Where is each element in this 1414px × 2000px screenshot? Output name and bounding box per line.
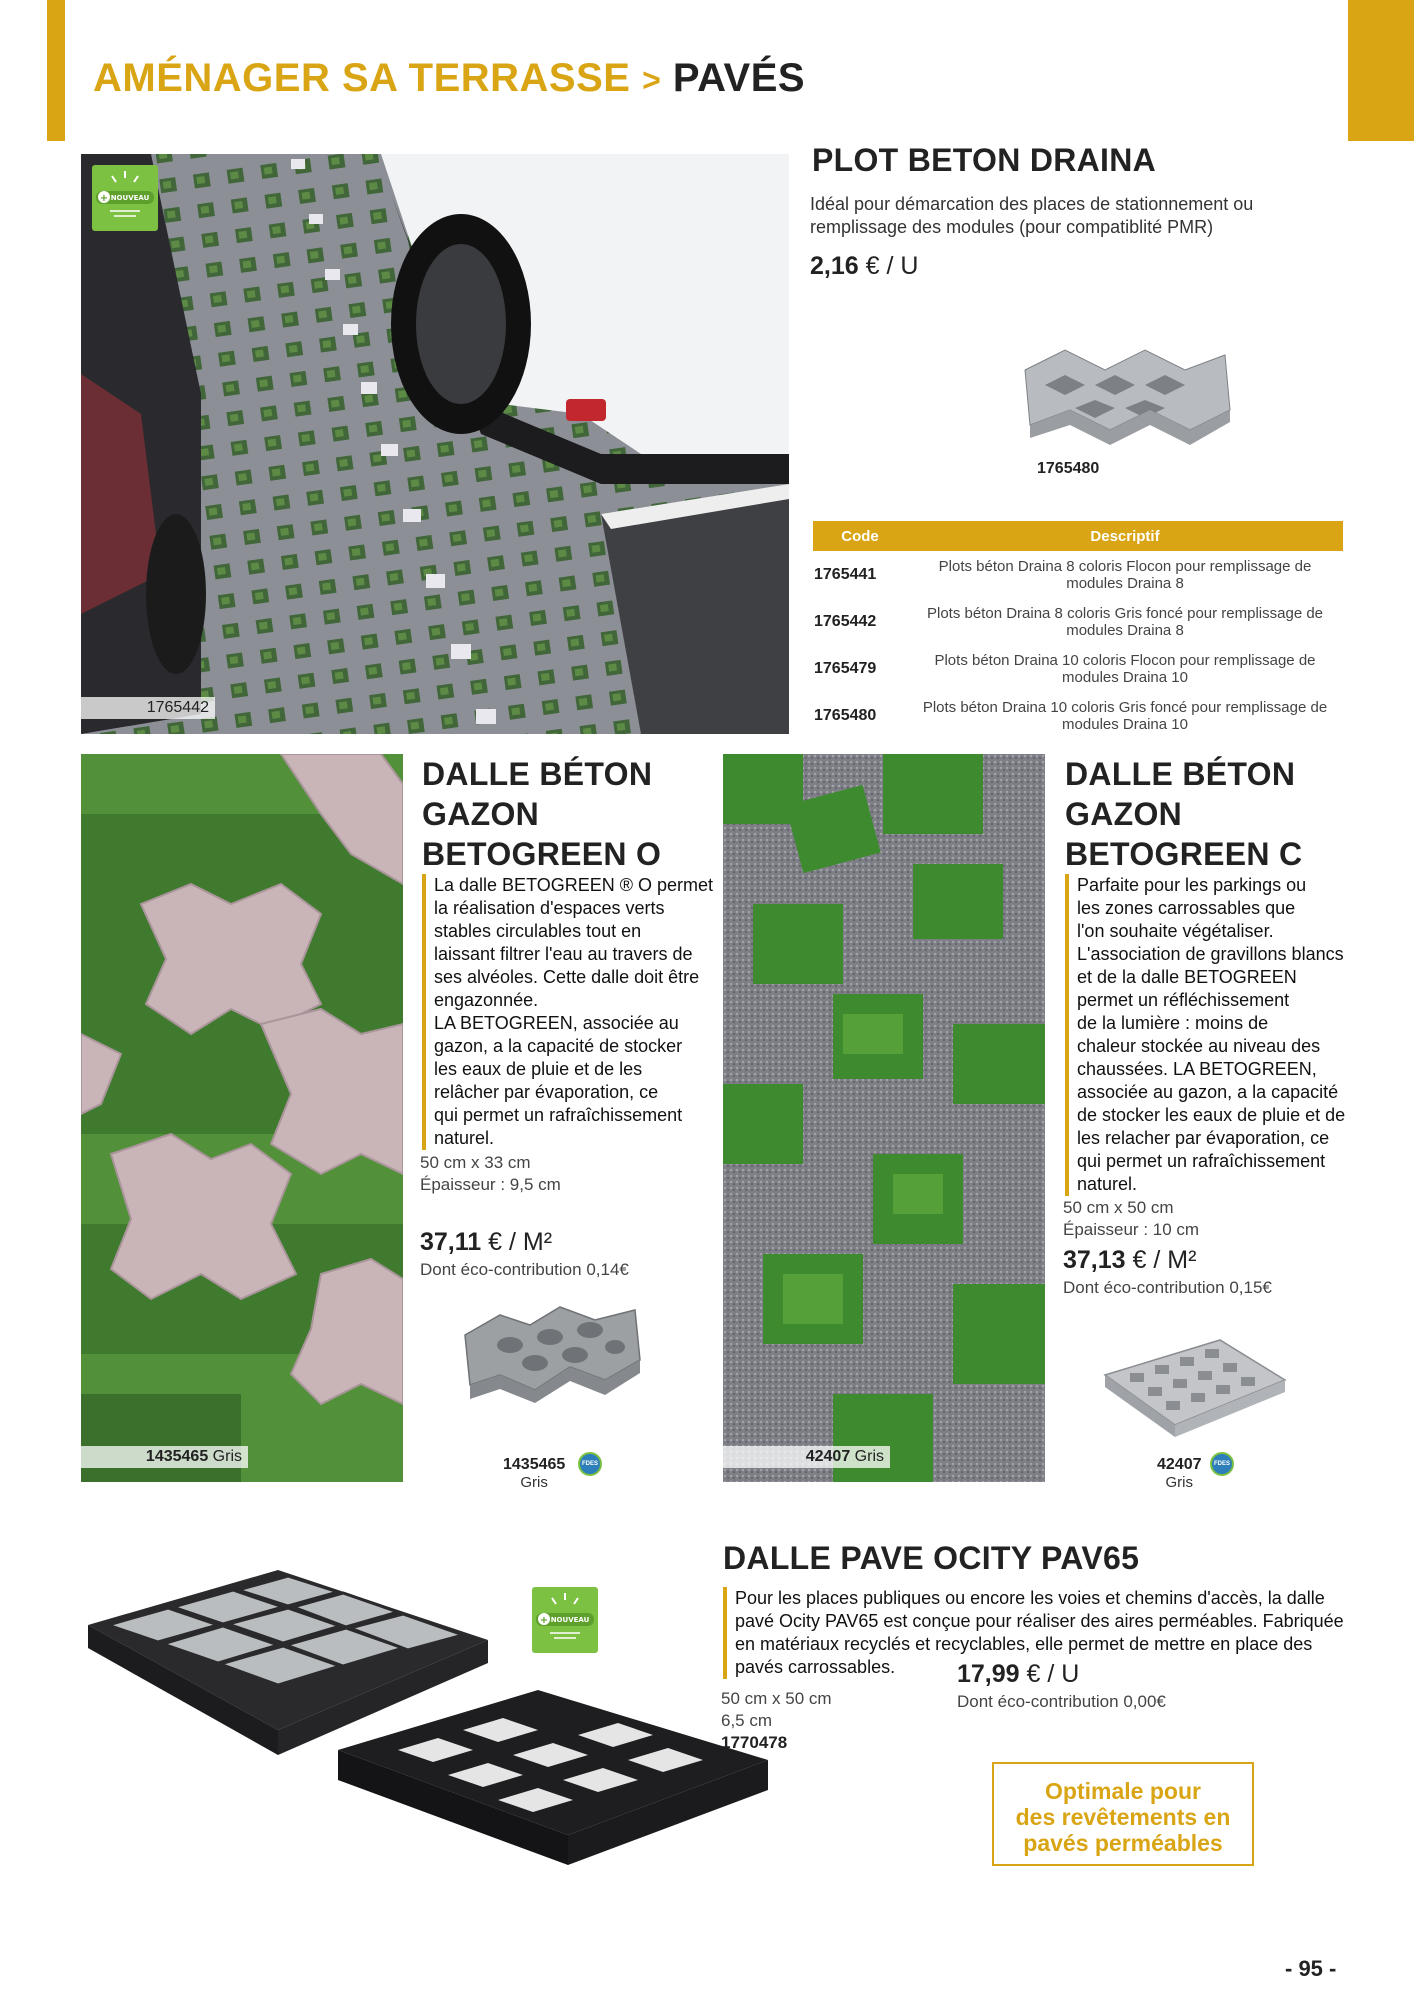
- dimensions: 50 cm x 33 cm: [420, 1153, 531, 1172]
- desc-line: permet un réfléchissement: [1077, 990, 1290, 1010]
- desc-line: ses alvéoles. Cette dalle doit être: [434, 967, 700, 987]
- title-line: GAZON: [422, 796, 540, 832]
- table-row: [813, 692, 1343, 739]
- betogreen-c-photo-code: 42407: [805, 1448, 851, 1465]
- betogreen-c-price-value: 37,13: [1063, 1246, 1126, 1274]
- desc-line: les relacher par évaporation, ce: [1077, 1128, 1330, 1148]
- title-separator: >: [642, 62, 662, 98]
- desc-line: de stocker les eaux de pluie et de: [1077, 1105, 1346, 1125]
- dimensions: 50 cm x 50 cm: [1063, 1198, 1174, 1217]
- draina-photo: [81, 154, 789, 734]
- desc-line: chaleur stockée au niveau des: [1077, 1036, 1321, 1056]
- fdes-icon-c: FDES: [1210, 1452, 1234, 1476]
- desc-line: Pour les places publiques ou encore les voies et chemins d'accès, la dalle: [735, 1588, 1325, 1608]
- desc-line: relâcher par évaporation, ce: [434, 1082, 659, 1102]
- betogreen-c-description: [1065, 874, 1367, 1196]
- desc-line: La dalle BETOGREEN ® O permet: [434, 875, 714, 895]
- betogreen-c-photo-color: Gris: [854, 1448, 884, 1465]
- desc-line: associée au gazon, a la capacité: [1077, 1082, 1339, 1102]
- desc-line: Plots béton Draina 10 coloris Gris foncé pour remplissage de: [922, 698, 1328, 716]
- betogreen-o-price-unit: € / M²: [488, 1228, 553, 1256]
- betogreen-o-photo-code: 1435465: [145, 1448, 209, 1465]
- betogreen-c-price-unit: € / M²: [1132, 1246, 1197, 1274]
- callout-line: pavés perméables: [1023, 1830, 1223, 1856]
- desc-line: gazon, a la capacité de stocker: [434, 1036, 683, 1056]
- page-section: PAVÉS: [672, 56, 806, 100]
- callout-line: Optimale pour: [1045, 1778, 1201, 1804]
- desc-line: la réalisation d'espaces verts: [434, 898, 665, 918]
- desc-line: en matériaux recyclés et recyclables, elle permet de mettre en place des: [735, 1634, 1313, 1654]
- table-cell-description: [907, 692, 1343, 739]
- page-category: AMÉNAGER SA TERRASSE: [93, 56, 631, 100]
- betogreen-c-specs: [1063, 1197, 1199, 1241]
- betogreen-o-price: [420, 1228, 552, 1257]
- ocity-price-unit: € / U: [1026, 1660, 1080, 1688]
- betogreen-o-product-image: [455, 1295, 645, 1405]
- desc-line: et de la dalle BETOGREEN: [1077, 967, 1297, 987]
- page-title: [93, 56, 805, 101]
- betogreen-o-ref: [503, 1456, 565, 1492]
- title-line: DALLE BÉTON: [422, 756, 653, 792]
- draina-photo-label: 1765442: [81, 697, 215, 719]
- betogreen-c-photo-label: [723, 1446, 890, 1468]
- desc-line: chaussées. LA BETOGREEN,: [1077, 1059, 1317, 1079]
- ocity-ref: 1770478: [721, 1733, 788, 1752]
- betogreen-o-title: [422, 754, 661, 874]
- desc-line: l'on souhaite végétaliser.: [1077, 921, 1274, 941]
- betogreen-o-photo-color: Gris: [212, 1448, 242, 1465]
- betogreen-c-ref-code: 42407: [1157, 1456, 1202, 1473]
- desc-line: pavé Ocity PAV65 est conçue pour réaliser des aires perméables. Fabriquée: [735, 1611, 1344, 1631]
- ocity-price: [957, 1660, 1079, 1689]
- title-line: BETOGREEN O: [422, 836, 662, 872]
- ocity-price-value: 17,99: [957, 1660, 1020, 1688]
- desc-line: modules Draina 8: [1066, 574, 1184, 592]
- desc-line: naturel.: [1077, 1174, 1138, 1194]
- desc-line: pavés carrossables.: [735, 1657, 896, 1677]
- desc-line: modules Draina 10: [1062, 715, 1188, 733]
- betogreen-o-price-value: 37,11: [420, 1228, 482, 1256]
- thickness: Épaisseur : 10 cm: [1063, 1220, 1200, 1239]
- new-badge-label-1: NOUVEAU: [110, 194, 150, 202]
- new-badge-label-2: NOUVEAU: [550, 1616, 590, 1624]
- betogreen-c-price: [1063, 1246, 1196, 1275]
- table-cell-code: 1765441: [814, 565, 877, 583]
- table-cell-code: 1765480: [814, 706, 877, 724]
- desc-line: naturel.: [434, 1128, 495, 1148]
- thickness: Épaisseur : 9,5 cm: [420, 1175, 561, 1194]
- desc-line: stables circulables tout en: [434, 921, 642, 941]
- table-cell-description: [907, 598, 1343, 645]
- title-line: GAZON: [1065, 796, 1183, 832]
- draina-plot-image: [1005, 330, 1240, 460]
- svg-text:+: +: [539, 1615, 549, 1626]
- draina-price-value: 2,16: [810, 252, 859, 280]
- betogreen-o-eco: Dont éco-contribution 0,14€: [420, 1260, 629, 1279]
- betogreen-o-ref-color: Gris: [520, 1474, 548, 1491]
- table-header-code: Code: [813, 521, 907, 551]
- table-cell-description: [907, 645, 1343, 692]
- ocity-product-image: [78, 1560, 778, 1890]
- draina-price: [810, 252, 918, 281]
- betogreen-o-ref-code: 1435465: [503, 1456, 566, 1473]
- table-row: [813, 645, 1343, 692]
- desc-line: LA BETOGREEN, associée au: [434, 1013, 679, 1033]
- table-cell-code: 1765442: [814, 612, 877, 630]
- betogreen-c-title: [1065, 754, 1302, 874]
- betogreen-c-ref: [1157, 1456, 1202, 1492]
- fdes-icon-o: FDES: [578, 1452, 602, 1476]
- desc-line: Plots béton Draina 8 coloris Flocon pour remplissage de: [938, 557, 1312, 575]
- header-right-bar: [1348, 0, 1414, 141]
- desc-line: L'association de gravillons blancs: [1077, 944, 1344, 964]
- desc-line: laissant filtrer l'eau au travers de: [434, 944, 693, 964]
- desc-line: qui permet un rafraîchissement: [1077, 1151, 1326, 1171]
- table-header-row: [813, 521, 1343, 551]
- betogreen-o-specs: [420, 1152, 561, 1196]
- betogreen-o-photo: [81, 754, 403, 1482]
- betogreen-o-description: [422, 874, 724, 1150]
- table-row: [813, 598, 1343, 645]
- page-number: - 95 -: [1285, 1956, 1337, 1981]
- draina-product-ref: 1765480: [1037, 460, 1100, 477]
- ocity-specs: [721, 1688, 832, 1754]
- betogreen-o-photo-label: [81, 1446, 248, 1468]
- desc-line: Plots béton Draina 8 coloris Gris foncé pour remplissage de: [926, 604, 1324, 622]
- draina-code-table: [813, 521, 1343, 739]
- desc-line: modules Draina 8: [1066, 621, 1184, 639]
- dimensions: 50 cm x 50 cm: [721, 1689, 832, 1708]
- betogreen-c-photo: [723, 754, 1045, 1482]
- betogreen-c-product-image: [1100, 1325, 1290, 1440]
- ocity-title: DALLE PAVE OCITY PAV65: [723, 1540, 1140, 1576]
- new-badge-ocity: [532, 1587, 598, 1653]
- title-line: DALLE BÉTON: [1065, 756, 1296, 792]
- title-line: BETOGREEN C: [1065, 836, 1303, 872]
- ocity-eco: Dont éco-contribution 0,00€: [957, 1692, 1166, 1711]
- betogreen-c-ref-color: Gris: [1165, 1474, 1193, 1491]
- desc-line: les eaux de pluie et de les: [434, 1059, 643, 1079]
- desc-line: les zones carrossables que: [1077, 898, 1296, 918]
- new-badge-draina: [92, 165, 158, 231]
- desc-line: Parfaite pour les parkings ou: [1077, 875, 1307, 895]
- desc-line: Plots béton Draina 10 coloris Flocon pour remplissage de: [934, 651, 1316, 669]
- table-cell-code: 1765479: [814, 659, 877, 677]
- callout-line: des revêtements en: [1015, 1804, 1231, 1830]
- table-row: [813, 551, 1343, 598]
- draina-price-unit: € / U: [865, 252, 919, 280]
- thickness: 6,5 cm: [721, 1711, 773, 1730]
- desc-line: de la lumière : moins de: [1077, 1013, 1269, 1033]
- desc-line: modules Draina 10: [1062, 668, 1188, 686]
- table-header-description: Descriptif: [907, 521, 1343, 551]
- table-cell-description: [907, 551, 1343, 598]
- svg-text:+: +: [99, 193, 109, 204]
- desc-line: qui permet un rafraîchissement: [434, 1105, 683, 1125]
- desc-line: engazonnée.: [434, 990, 539, 1010]
- draina-description: Idéal pour démarcation des places de stationnement ou remplissage des modules (pour compatiblité PMR): [810, 194, 1254, 237]
- draina-title: PLOT BETON DRAINA: [812, 142, 1157, 178]
- header-left-bar: [47, 0, 65, 141]
- betogreen-c-eco: Dont éco-contribution 0,15€: [1063, 1278, 1272, 1297]
- ocity-callout: [992, 1762, 1254, 1866]
